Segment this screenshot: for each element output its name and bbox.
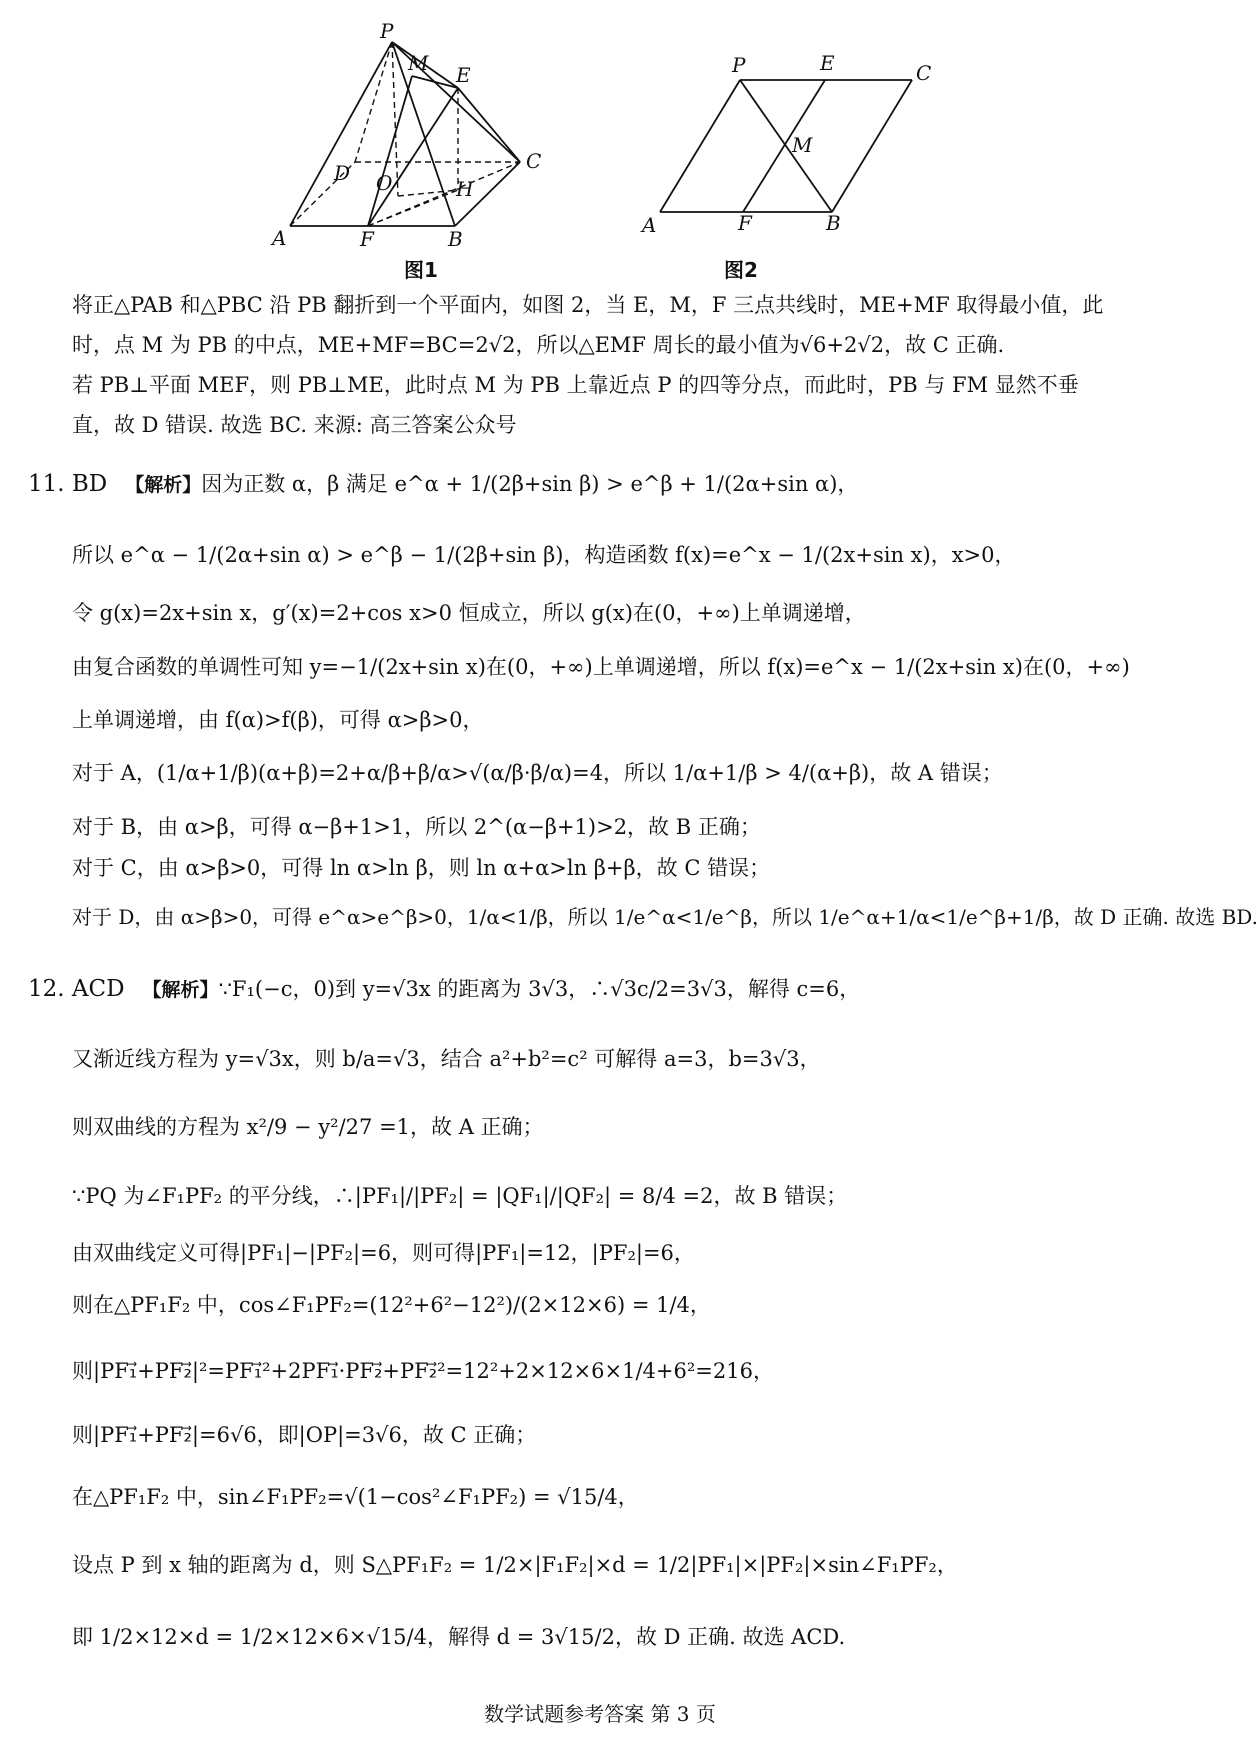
- q11-line-2: 令 g(x)=2x+sin x，g′(x)=2+cos x>0 恒成立，所以 g(x)在(0，+∞)上单调递增，: [72, 601, 866, 625]
- fig2-label-E: E: [820, 51, 835, 75]
- fig2-label-P: P: [732, 53, 746, 77]
- q10-text-line-2: 时，点 M 为 PB 的中点，ME+MF=BC=2√2，所以△EMF 周长的最小值为√6+2√2，故 C 正确.: [72, 333, 1005, 357]
- fig1-label-H: H: [456, 177, 474, 201]
- q12-line-3: ∵PQ 为∠F₁PF₂ 的平分线，∴|PF₁|/|PF₂| = |QF₁|/|QF₂| = 8/4 =2，故 B 错误；: [72, 1184, 848, 1208]
- fig2-label-A: A: [642, 213, 657, 237]
- q11-number: 11. BD: [28, 471, 108, 497]
- fig1-label-P: P: [380, 19, 394, 43]
- q10-text-line-4: 直，故 D 错误. 故选 BC. 来源: 高三答案公众号: [72, 413, 517, 437]
- figure-1-caption: 图1: [404, 258, 438, 282]
- fig2-label-M: M: [792, 133, 813, 157]
- figure-1-pyramid: [272, 19, 600, 251]
- q12-line-2: 则双曲线的方程为 x²/9 − y²/27 =1，故 A 正确；: [72, 1115, 544, 1139]
- q11-line-0: 因为正数 α，β 满足 e^α + 1/(2β+sin β) > e^β + 1/(2α+sin α)，: [201, 472, 859, 496]
- q12-line-0: ∵F₁(−c，0)到 y=√3x 的距离为 3√3，∴√3c/2=3√3，解得 c=6，: [218, 977, 861, 1001]
- q12-line-4: 由双曲线定义可得|PF₁|−|PF₂|=6，则可得|PF₁|=12，|PF₂|=6，: [72, 1241, 695, 1265]
- fig1-label-O: O: [376, 171, 393, 195]
- q12-line-8: 在△PF₁F₂ 中，sin∠F₁PF₂=√(1−cos²∠F₁PF₂) = √15/4，: [72, 1485, 639, 1509]
- q11-line-6: 对于 B，由 α>β，可得 α−β+1>1，所以 2^(α−β+1)>2，故 B 正确；: [72, 815, 761, 839]
- q12-line-7: 则|PF₁⃗+PF₂⃗|=6√6，即|OP|=3√6，故 C 正确；: [72, 1423, 537, 1447]
- q11-line-3: 由复合函数的单调性可知 y=−1/(2x+sin x)在(0，+∞)上单调递增，所以 f(x)=e^x − 1/(2x+sin x)在(0，+∞): [72, 655, 1130, 679]
- fig1-label-B: B: [448, 227, 463, 251]
- q11-line-1: 所以 e^α − 1/(2α+sin α) > e^β − 1/(2β+sin β)，构造函数 f(x)=e^x − 1/(2x+sin x)，x>0，: [72, 543, 1016, 567]
- fig2-label-C: C: [916, 61, 932, 85]
- figure-2-parallelogram: [640, 50, 940, 240]
- q12-line-9: 设点 P 到 x 轴的距离为 d，则 S△PF₁F₂ = 1/2×|F₁F₂|×d = 1/2|PF₁|×|PF₂|×sin∠F₁PF₂，: [72, 1553, 958, 1577]
- figure-2-caption: 图2: [724, 258, 758, 282]
- q12-heading: [28, 973, 860, 1003]
- fig2-label-B: B: [826, 211, 841, 235]
- q11-line-8: 对于 D，由 α>β>0，可得 e^α>e^β>0，1/α<1/β，所以 1/e^α<1/e^β，所以 1/e^α+1/α<1/e^β+1/β，故 D 正确. 故选 BD.: [72, 905, 1258, 929]
- q11-line-5: 对于 A，(1/α+1/β)(α+β)=2+α/β+β/α>√(α/β·β/α)=4，所以 1/α+1/β > 4/(α+β)，故 A 错误；: [72, 761, 1003, 785]
- q12-line-5: 则在△PF₁F₂ 中，cos∠F₁PF₂=(12²+6²−12²)/(2×12×6) = 1/4，: [72, 1293, 711, 1317]
- q12-line-10: 即 1/2×12×d = 1/2×12×6×√15/4，解得 d = 3√15/2，故 D 正确. 故选 ACD.: [72, 1625, 846, 1649]
- q12-line-1: 又渐近线方程为 y=√3x，则 b/a=√3，结合 a²+b²=c² 可解得 a=3，b=3√3，: [72, 1047, 821, 1071]
- fig1-label-E: E: [456, 63, 471, 87]
- q11-line-4: 上单调递增，由 f(α)>f(β)，可得 α>β>0，: [72, 708, 484, 732]
- fig1-label-F: F: [360, 227, 374, 251]
- q12-analysis-tag: 【解析】: [142, 979, 219, 1001]
- fig1-label-M: M: [408, 51, 429, 75]
- q11-heading: [28, 468, 858, 498]
- fig1-label-D: D: [334, 161, 351, 185]
- page-footer: 数学试题参考答案 第 3 页: [484, 1702, 716, 1726]
- q11-line-7: 对于 C，由 α>β>0，可得 ln α>ln β，则 ln α+α>ln β+β，故 C 错误；: [72, 856, 771, 880]
- q12-number: 12. ACD: [28, 976, 125, 1002]
- q12-line-6: 则|PF₁⃗+PF₂⃗|²=PF₁⃗²+2PF₁⃗·PF₂⃗+PF₂⃗²=12²+2×12×6×1/4+6²=216，: [72, 1359, 774, 1383]
- q10-text-line-1: 将正△PAB 和△PBC 沿 PB 翻折到一个平面内，如图 2，当 E，M，F 三点共线时，ME+MF 取得最小值，此: [72, 293, 1104, 317]
- q10-text-line-3: 若 PB⊥平面 MEF，则 PB⊥ME，此时点 M 为 PB 上靠近点 P 的四等分点，而此时，PB 与 FM 显然不垂: [72, 373, 1079, 397]
- fig1-label-A: A: [272, 226, 287, 250]
- q11-analysis-tag: 【解析】: [125, 474, 202, 496]
- fig1-label-C: C: [526, 149, 542, 173]
- fig2-label-F: F: [738, 211, 752, 235]
